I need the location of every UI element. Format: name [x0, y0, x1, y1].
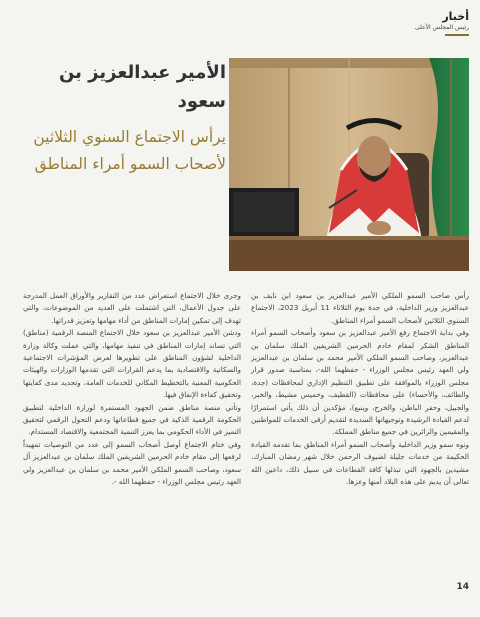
article-subtitle: يرأس الاجتماع السنوي الثلاثين لأصحاب السمو أمراء المناطق: [33, 128, 226, 173]
headline-block: [14, 58, 226, 178]
page-number: 14: [456, 582, 469, 592]
paragraph: رأس صاحب السمو الملكي الأمير عبدالعزيز بن سعود ابن نايف بن عبدالعزيز وزير الداخلية، في جدة يوم الثلاثاء 11 أبريل 2023، الاجتماع السنوي الثلاثين لأصحاب السمو أمراء المناطق.: [251, 291, 470, 325]
header-accent-line: [445, 34, 469, 36]
paragraph: وتأتي منصة مناطق ضمن الجهود المستمرة لوزارة الداخلية لتطبيق الحكومة الرقمية الذكية في جميع قطاعاتها ودعم التحول الرقمي لتحقيق التميز في الأداء الحكومي بما يعزز التنمية المجتمعية والاقتصاد المستدام.: [23, 402, 241, 437]
paragraph: ونوه سمو وزير الداخلية وأصحاب السمو أمراء المناطق بما تقدمه القيادة الحكيمة من خدمات جليلة لضيوف الرحمن خلال شهر رمضان المبارك، مشيدين بالجهود التي تبذلها كافة القطاعات في سبيل ذلك، داعين الله تعالى أن يديم على هذه البلاد أمنها وعزها.: [251, 439, 469, 487]
article-photo: [229, 58, 469, 271]
body-column-left: [23, 290, 241, 489]
paragraph: وفي ختام الاجتماع أوصل أصحاب السمو إلى عدد من التوصيات تمهيداً لرفعها إلى مقام خادم الحرمين الشريفين الملك سلمان بن عبدالعزيز آل سعود، وصاحب السمو الملكي الأمير محمد بن سلمان بن عبدالعزيز ولي العهد رئيس مجلس الوزراء - حفظهما الله -.: [23, 439, 241, 487]
photo-illustration: [229, 58, 469, 271]
article-title: الأمير عبدالعزيز بن سعود: [58, 62, 226, 112]
body-column-right: [251, 290, 469, 489]
paragraph: ودشن الأمير عبدالعزيز بن سعود خلال الاجتماع المنصة الرقمية (مناطق) التي تساند إمارات المناطق في تنفيذ مهامها، والتي عملت وكالة وزارة الداخلية لشؤون المناطق على تطويرها لعرض المؤشرات الاجتماعية والسكانية والاقتصادية بما يدعم القرارات التي تقدمها الوزارات والهيئات الحكومية المعنية بالتخطيط المكاني للخدمات العامة، وتحديد مدى كفايتها وتحقيق كفاءة الإنفاق فيها.: [23, 328, 241, 400]
paragraph: وجرى خلال الاجتماع استعراض عدد من التقارير والأوراق العمل المدرجة على جدول الأعمال، التي اشتملت على العديد من الموضوعات، والتي تهدف إلى تمكين إمارات المناطق من أداء مهامها وتعزيز قدراتها.: [23, 291, 241, 325]
paragraph: وفي بداية الاجتماع رفع الأمير عبدالعزيز بن سعود وأصحاب السمو أمراء المناطق الشكر لمقام خادم الحرمين الشريفين الملك سلمان بن عبدالعزيز، وصاحب السمو الملكي الأمير محمد بن سلمان بن عبدالعزيز ولي العهد رئيس مجلس الوزراء - حفظهما الله-، بمناسبة صدور قرار مجلس الوزراء بالموافقة على تطبيق التنظيم الإداري لمحافظات (جدة، والطائف، والأحساء) على محافظات (القطيف، وخميس مشيط، والخبر، والجبيل، وحفر الباطن، والخرج، وينبع)، مؤكدين أن ذلك يأتي استمرارًا لدعم القيادة الرشيدة وتوجيهاتها السديدة لتقديم أرقى الخدمات للمواطنين والمقيمين والزائرين في جميع مناطق المملكة.: [251, 328, 469, 437]
section-subtitle: رئيس المجلس الأعلى: [415, 24, 469, 31]
section-title: أخبار: [442, 10, 469, 23]
